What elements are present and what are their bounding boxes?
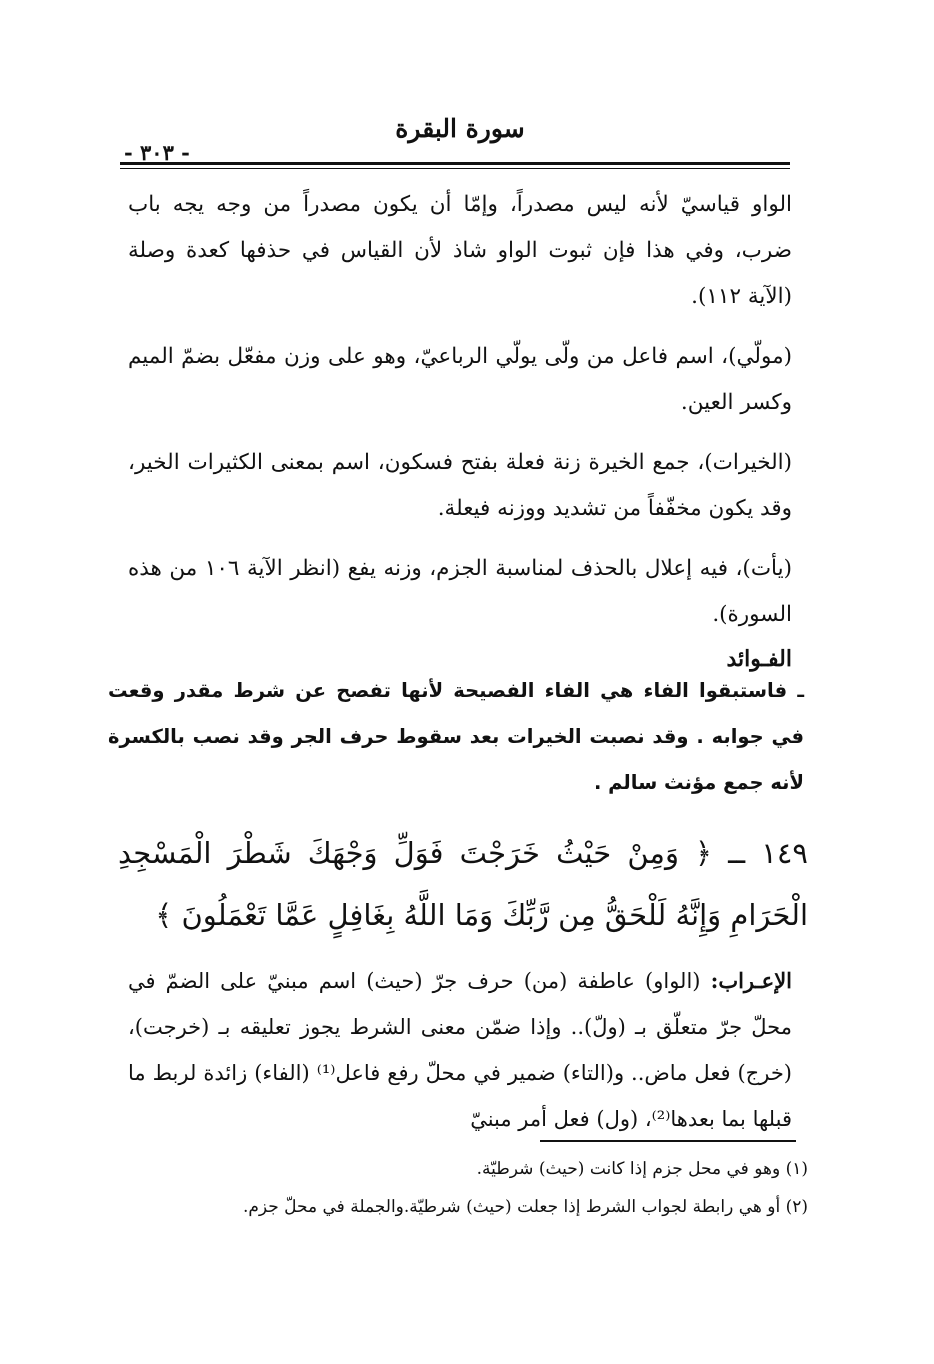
irab-section: [128, 958, 792, 1142]
footnotes: [100, 1150, 808, 1226]
paragraph-khayrat: (الخيرات)، جمع الخيرة زنة فعلة بفتح فسكون، اسم بمعنى الكثيرات الخير، وقد يكون مخفّفاً من تشديد ووزنه فيعلة.: [128, 450, 792, 521]
paragraph-gap: [128, 532, 792, 546]
paragraph-yati: (يأت)، فيه إعلال بالحذف لمناسبة الجزم، وزنه يفع (انظر الآية ١٠٦ من هذه السورة).: [128, 556, 792, 627]
fawaid-section: [108, 668, 804, 806]
paragraph-waw-qiyasi: الواو قياسيّ لأنه ليس مصدراً، وإمّا أن يكون مصدراً من وجه يجه باب ضرب، وفي هذا فإن ثبوت الواو شاذ لأن القياس في حذفها كعدة وصلة (الآية ١١٢).: [128, 192, 792, 309]
page-number: - ٣٠٣ -: [124, 140, 190, 165]
commentary-body: [128, 182, 792, 680]
paragraph-gap: [128, 320, 792, 334]
irab-label: الإعـراب:: [710, 968, 792, 993]
fawaid-text: ـ فاستبقوا الفاء هي الفاء الفصيحة لأنها تفصح عن شرط مقدر وقعت في جوابه . وقد نصبت الخيرات بعد سقوط حرف الجر وقد نصب بالكسرة لأنه جمع مؤنث سالم .: [108, 679, 804, 794]
section-title-fawaid: الفـوائد: [726, 646, 792, 672]
running-header: [120, 110, 800, 170]
paragraph-gap: [128, 426, 792, 440]
paragraph-mawalli: (مولّي)، اسم فاعل من ولّى يولّي الرباعيّ، وهو على وزن مفعّل بضمّ الميم وكسر العين.: [128, 344, 792, 415]
footnote-separator: [540, 1140, 796, 1142]
footnote-1: (١) وهو في محل جزم إذا كانت (حيث) شرطيّة.: [476, 1159, 808, 1179]
irab-text: (الواو) عاطفة (من) حرف جرّ (حيث) اسم مبنيّ على الضمّ في محلّ جرّ متعلّق بـ (ولّ).. وإذا ضمّن معنى الشرط يجوز تعليقه بـ (خرجت)، (خرج) فعل ماض.. و(التاء) ضمير في محلّ رفع فاعل⁽¹⁾ (الفاء) زائدة لربط ما قبلها بما بعدها⁽²⁾، (ول) فعل أمر مبنيّ: [128, 969, 792, 1131]
surah-title: سورة البقرة: [395, 114, 525, 143]
header-rule-thin: [120, 168, 790, 169]
quran-verse: [118, 822, 808, 946]
verse-text: ١٤٩ ــ ﴿ وَمِنْ حَيْثُ خَرَجْتَ فَوَلِّ وَجْهَكَ شَطْرَ الْمَسْجِدِ الْحَرَامِ وَإِنَّهُ لَلْحَقُّ مِن رَّبِّكَ وَمَا اللَّهُ بِغَافِلٍ عَمَّا تَعْمَلُونَ ﴾: [118, 836, 808, 932]
irab-paragraph: [128, 958, 792, 1142]
footnote-2: (٢) أو هي رابطة لجواب الشرط إذا جعلت (حيث) شرطيّة.والجملة في محلّ جزم.: [242, 1197, 808, 1217]
header-rule-thick: [120, 162, 790, 165]
